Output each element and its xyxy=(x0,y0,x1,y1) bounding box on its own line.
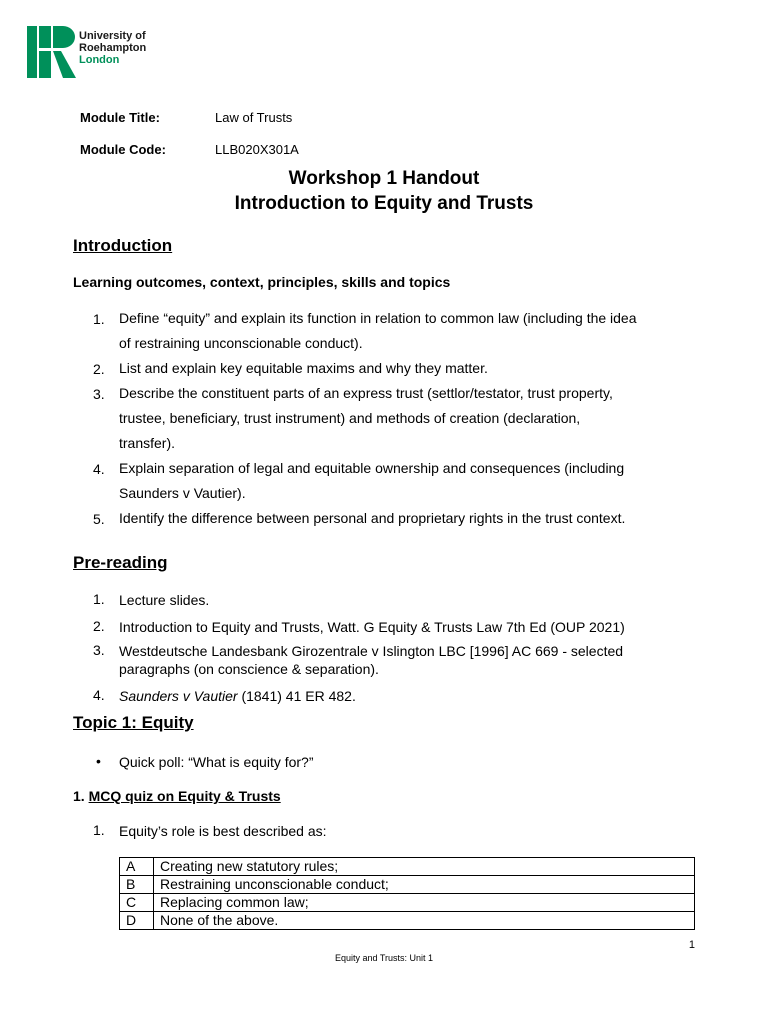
list-number: 2. xyxy=(93,618,105,634)
module-code-label: Module Code: xyxy=(80,142,166,157)
question-text: Equity’s role is best described as: xyxy=(119,823,327,839)
page-footer: Equity and Trusts: Unit 1 xyxy=(334,953,434,963)
list-line: of restraining unconscionable conduct). xyxy=(119,335,363,351)
introduction-heading: Introduction xyxy=(73,236,173,255)
list-text xyxy=(119,506,699,531)
prereading-heading: Pre-reading xyxy=(73,553,168,572)
logo-line-3: London xyxy=(79,54,120,66)
list-text: Lecture slides. xyxy=(119,592,210,608)
option-letter: A xyxy=(120,858,154,876)
table-row xyxy=(120,912,695,930)
university-logo xyxy=(27,24,157,80)
roehampton-r-icon xyxy=(27,24,77,80)
case-citation: (1841) 41 ER 482. xyxy=(237,688,356,704)
list-number: 3. xyxy=(93,386,105,402)
list-text xyxy=(119,306,699,356)
list-number: 5. xyxy=(93,511,105,527)
option-text: None of the above. xyxy=(154,912,695,930)
page-number: 1 xyxy=(688,939,695,951)
case-name: Saunders v Vautier xyxy=(119,688,238,704)
list-line: Saunders v Vautier). xyxy=(119,485,246,501)
list-number: 4. xyxy=(93,687,105,703)
learning-outcomes-heading: Learning outcomes, context, principles, skills and topics xyxy=(73,274,451,290)
table-row xyxy=(120,894,695,912)
option-text: Restraining unconscionable conduct; xyxy=(154,876,695,894)
list-text xyxy=(119,456,699,506)
option-text: Creating new statutory rules; xyxy=(154,858,695,876)
table-row xyxy=(120,858,695,876)
logo-wordmark xyxy=(79,30,146,66)
mcq-heading xyxy=(73,788,281,804)
module-title-value: Law of Trusts xyxy=(215,110,293,125)
list-number: 1. xyxy=(93,311,105,327)
module-title-label: Module Title: xyxy=(80,110,160,125)
question-number: 1. xyxy=(93,822,105,838)
mcq-heading-text: MCQ quiz on Equity & Trusts xyxy=(88,788,281,804)
list-text xyxy=(119,356,699,381)
bullet-icon: • xyxy=(96,753,101,769)
list-line: Describe the constituent parts of an express trust (settlor/testator, trust property, xyxy=(119,385,613,401)
list-number: 4. xyxy=(93,461,105,477)
topic1-heading: Topic 1: Equity xyxy=(73,713,194,732)
handout-subtitle: Introduction to Equity and Trusts xyxy=(234,193,534,214)
option-letter: C xyxy=(120,894,154,912)
list-line: List and explain key equitable maxims and why they matter. xyxy=(119,360,488,376)
list-line: Identify the difference between personal and proprietary rights in the trust context. xyxy=(119,510,626,526)
list-line: Define “equity” and explain its function in relation to common law (including the idea xyxy=(119,310,637,326)
list-line: Westdeutsche Landesbank Girozentrale v Islington LBC [1996] AC 669 - selected xyxy=(119,643,624,659)
option-letter: B xyxy=(120,876,154,894)
list-text xyxy=(119,687,699,705)
list-number: 3. xyxy=(93,642,105,658)
option-text: Replacing common law; xyxy=(154,894,695,912)
list-text xyxy=(119,642,699,678)
list-line: paragraphs (on conscience & separation). xyxy=(119,661,379,677)
list-number: 2. xyxy=(93,361,105,377)
list-text xyxy=(119,381,699,456)
quick-poll: Quick poll: “What is equity for?” xyxy=(119,754,314,770)
option-letter: D xyxy=(120,912,154,930)
mcq-number: 1. xyxy=(73,788,89,804)
module-code-value: LLB020X301A xyxy=(215,142,299,157)
mcq-options-table xyxy=(119,857,695,930)
logo-line-1: University of xyxy=(79,30,146,42)
logo-line-2: Roehampton xyxy=(79,42,147,54)
handout-title: Workshop 1 Handout xyxy=(288,168,480,189)
list-text: Introduction to Equity and Trusts, Watt. G Equity & Trusts Law 7th Ed (OUP 2021) xyxy=(119,619,625,635)
list-line: transfer). xyxy=(119,435,176,451)
list-number: 1. xyxy=(93,591,105,607)
list-line: Explain separation of legal and equitable ownership and consequences (including xyxy=(119,460,625,476)
list-line: trustee, beneficiary, trust instrument) and methods of creation (declaration, xyxy=(119,410,581,426)
table-row xyxy=(120,876,695,894)
